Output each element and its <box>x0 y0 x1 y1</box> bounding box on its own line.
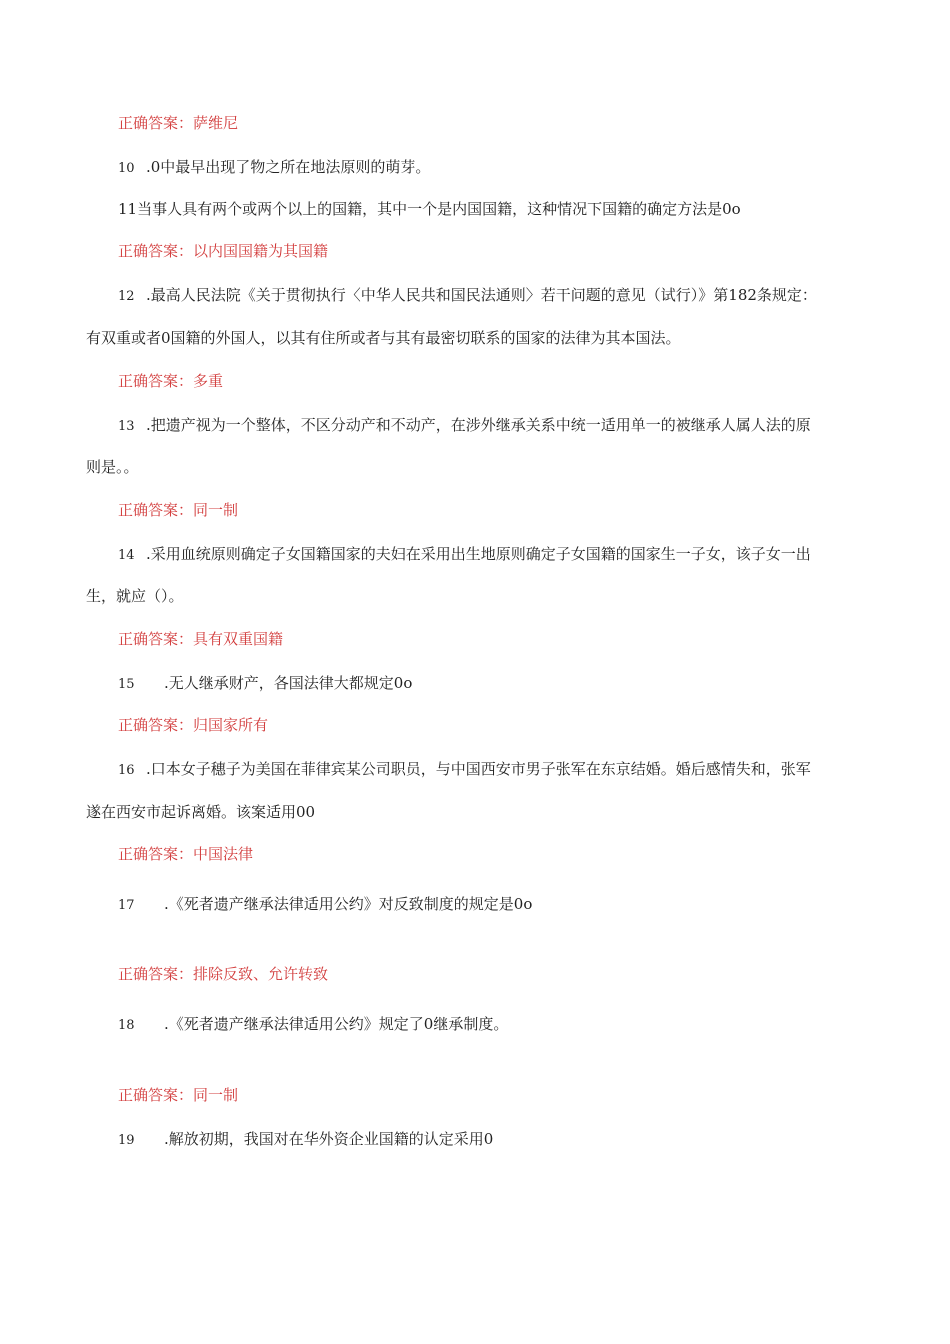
answer-value: 具有双重国籍 <box>193 630 284 648</box>
answer-value: 以内国国籍为其国籍 <box>193 242 329 260</box>
question-text: .把遗产视为一个整体，不区分动产和不动产，在涉外继承关系中统一适用单一的被继承人属人法的原 <box>146 416 811 434</box>
answer-label: 正确答案： <box>118 965 194 983</box>
answer-line <box>118 500 238 520</box>
answer-line <box>118 1085 238 1105</box>
question-10 <box>118 157 430 179</box>
question-12 <box>118 285 817 307</box>
answer-value: 中国法律 <box>193 845 254 863</box>
question-19 <box>118 1129 493 1151</box>
question-text: .采用血统原则确定子女国籍国家的夫妇在采用出生地原则确定子女国籍的国家生一子女，该子女一出 <box>146 545 811 563</box>
answer-value: 同一制 <box>193 501 239 519</box>
question-16-continuation <box>86 802 315 822</box>
question-number: 14 <box>118 548 135 563</box>
answer-value: 多重 <box>193 372 224 390</box>
answer-label: 正确答案： <box>118 1086 194 1104</box>
answer-value: 萨维尼 <box>193 114 239 132</box>
answer-line <box>118 964 328 984</box>
question-text: .《死者遗产继承法律适用公约》规定了0继承制度。 <box>164 1015 509 1033</box>
answer-value: 归国家所有 <box>193 716 269 734</box>
question-text: 11当事人具有两个或两个以上的国籍，其中一个是内国国籍，这种情况下国籍的确定方法是0o <box>118 200 741 218</box>
question-number: 12 <box>118 289 135 304</box>
question-14-continuation <box>86 586 184 606</box>
answer-line <box>118 371 223 391</box>
question-number: 17 <box>118 898 135 913</box>
question-text: 则是。。 <box>86 458 139 476</box>
answer-line <box>118 844 253 864</box>
answer-line <box>118 113 238 133</box>
answer-label: 正确答案： <box>118 716 194 734</box>
question-text: .0中最早出现了物之所在地法原则的萌芽。 <box>146 158 431 176</box>
answer-line <box>118 241 328 261</box>
question-13 <box>118 415 811 437</box>
question-12-continuation <box>86 328 681 348</box>
question-text: .解放初期，我国对在华外资企业国籍的认定采用0 <box>164 1130 494 1148</box>
answer-label: 正确答案： <box>118 242 194 260</box>
answer-value: 同一制 <box>193 1086 239 1104</box>
question-text: .无人继承财产，各国法律大都规定0o <box>164 674 413 692</box>
question-text: 遂在西安市起诉离婚。该案适用00 <box>86 803 316 821</box>
question-11 <box>118 199 741 219</box>
question-text: .最高人民法院《关于贯彻执行〈中华人民共和国民法通则〉若干问题的意见（试行）》第182条规定： <box>146 286 817 304</box>
question-number: 19 <box>118 1133 135 1148</box>
question-15 <box>118 673 412 695</box>
question-text: .口本女子穗子为美国在菲律宾某公司职员，与中国西安市男子张军在东京结婚。婚后感情失和，张军 <box>146 760 811 778</box>
answer-label: 正确答案： <box>118 114 194 132</box>
question-number: 13 <box>118 419 135 434</box>
question-16 <box>118 759 811 781</box>
answer-line <box>118 715 268 735</box>
answer-label: 正确答案： <box>118 630 194 648</box>
question-13-continuation <box>86 457 139 477</box>
question-number: 18 <box>118 1018 135 1033</box>
question-text: 生，就应（）。 <box>86 587 184 605</box>
question-number: 15 <box>118 677 135 692</box>
answer-label: 正确答案： <box>118 372 194 390</box>
answer-label: 正确答案： <box>118 845 194 863</box>
question-text: 有双重或者0国籍的外国人，以其有住所或者与其有最密切联系的国家的法律为其本国法。 <box>86 329 681 347</box>
answer-label: 正确答案： <box>118 501 194 519</box>
question-18 <box>118 1014 508 1036</box>
question-text: .《死者遗产继承法律适用公约》对反致制度的规定是0o <box>164 895 533 913</box>
question-17 <box>118 894 532 916</box>
question-number: 16 <box>118 763 135 778</box>
answer-value: 排除反致、允许转致 <box>193 965 329 983</box>
question-14 <box>118 544 811 566</box>
question-number: 10 <box>118 161 135 176</box>
answer-line <box>118 629 283 649</box>
